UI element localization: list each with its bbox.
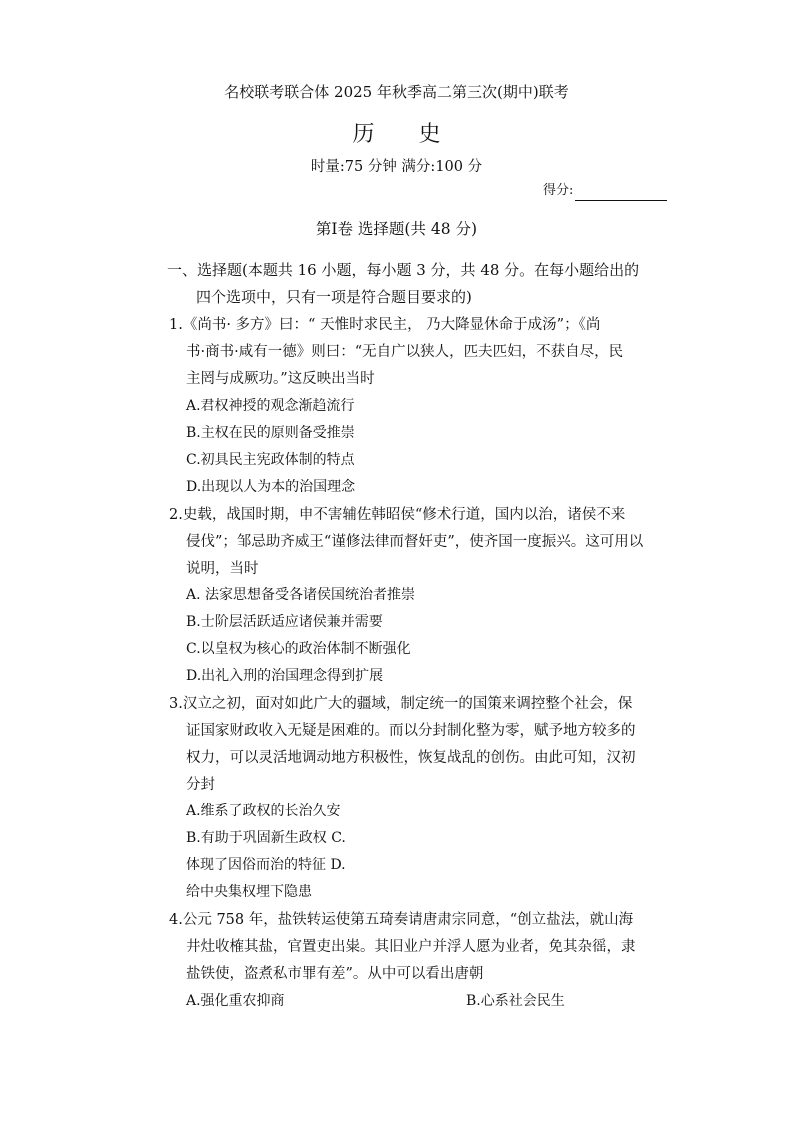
score-blank (575, 186, 667, 201)
exam-title: 名校联考联合体 2025 年秋季高二第三次(期中)联考 (224, 83, 569, 101)
question-4-line3: 盐铁使，盗煮私市罪有差”。从中可以看出唐朝 (186, 966, 484, 982)
question-3-line1: 3.汉立之初，面对如此广大的疆域，制定统一的国策来调控整个社会，保 (169, 696, 633, 712)
part-title: 第Ⅰ卷 选择题(共 48 分) (315, 220, 478, 238)
question-1-option-d: D.出现以人为本的治国理念 (186, 479, 356, 495)
question-4-line1: 4.公元 758 年，盐铁转运使第五琦奏请唐肃宗同意，“创立盐法，就山海 (169, 912, 634, 928)
question-4-line2: 井灶收榷其盐，官置吏出粜。其旧业户并浮人愿为业者，免其杂徭，隶 (186, 939, 636, 955)
question-1-option-b: B.主权在民的原则备受推崇 (186, 425, 355, 441)
score-field (543, 181, 667, 201)
question-2-option-c: C.以皇权为核心的政治体制不断强化 (186, 641, 411, 657)
exam-timing: 时量:75 分钟 满分:100 分 (310, 159, 483, 175)
section-heading-line1: 一、选择题(本题共 16 小题，每小题 3 分，共 48 分。在每小题给出的 (167, 261, 640, 279)
question-1-line3: 主罔与成厥功。”这反映出当时 (186, 371, 375, 387)
question-4-option-a: A.强化重农抑商 (186, 993, 285, 1009)
question-2-line1: 2.史载，战国时期，申不害辅佐韩昭侯“修术行道，国内以治，诸侯不来 (169, 507, 626, 523)
subject-title: 历史 (352, 122, 485, 147)
question-2-option-d: D.出礼入刑的治国理念得到扩展 (186, 668, 384, 684)
section-heading-line2: 四个选项中，只有一项是符合题目要求的) (196, 288, 472, 306)
score-label: 得分: (543, 183, 574, 198)
question-3-option-b: B.有助于巩固新生政权 C. (186, 830, 346, 846)
question-3-option-d: 给中央集权埋下隐患 (186, 884, 312, 900)
question-1-option-c: C.初具民主宪政体制的特点 (186, 452, 355, 468)
question-3-option-a: A.维系了政权的长治久安 (186, 803, 341, 819)
question-2-line2: 侵伐”；邹忌助齐威王“谨修法律而督奸吏”，使齐国一度振兴。这可用以 (186, 534, 644, 550)
question-2-option-b: B.士阶层活跃适应诸侯兼并需要 (186, 614, 383, 630)
question-1-line2: 书·商书·咸有一德》则曰：“无自广以狭人，匹夫匹妇，不获自尽，民 (186, 344, 624, 360)
question-2-line3: 说明，当时 (186, 561, 259, 577)
question-3-line3: 权力，可以灵活地调动地方积极性，恢复战乱的创伤。由此可知，汉初 (186, 750, 636, 766)
question-3-line2: 证国家财政收入无疑是困难的。而以分封制化整为零，赋予地方较多的 (186, 723, 636, 739)
question-3-line4: 分封 (186, 777, 215, 793)
question-3-option-c: 体现了因俗而治的特征 D. (186, 857, 346, 873)
question-1-option-a: A.君权神授的观念渐趋流行 (186, 398, 355, 414)
question-4-option-b: B.心系社会民生 (466, 993, 565, 1009)
question-1-line1: 1.《尚书· 多方》曰：“ 天惟时求民主， 乃大降显休命于成汤”；《尚 (169, 317, 601, 333)
question-2-option-a: A. 法家思想备受各诸侯国统治者推崇 (186, 587, 416, 603)
